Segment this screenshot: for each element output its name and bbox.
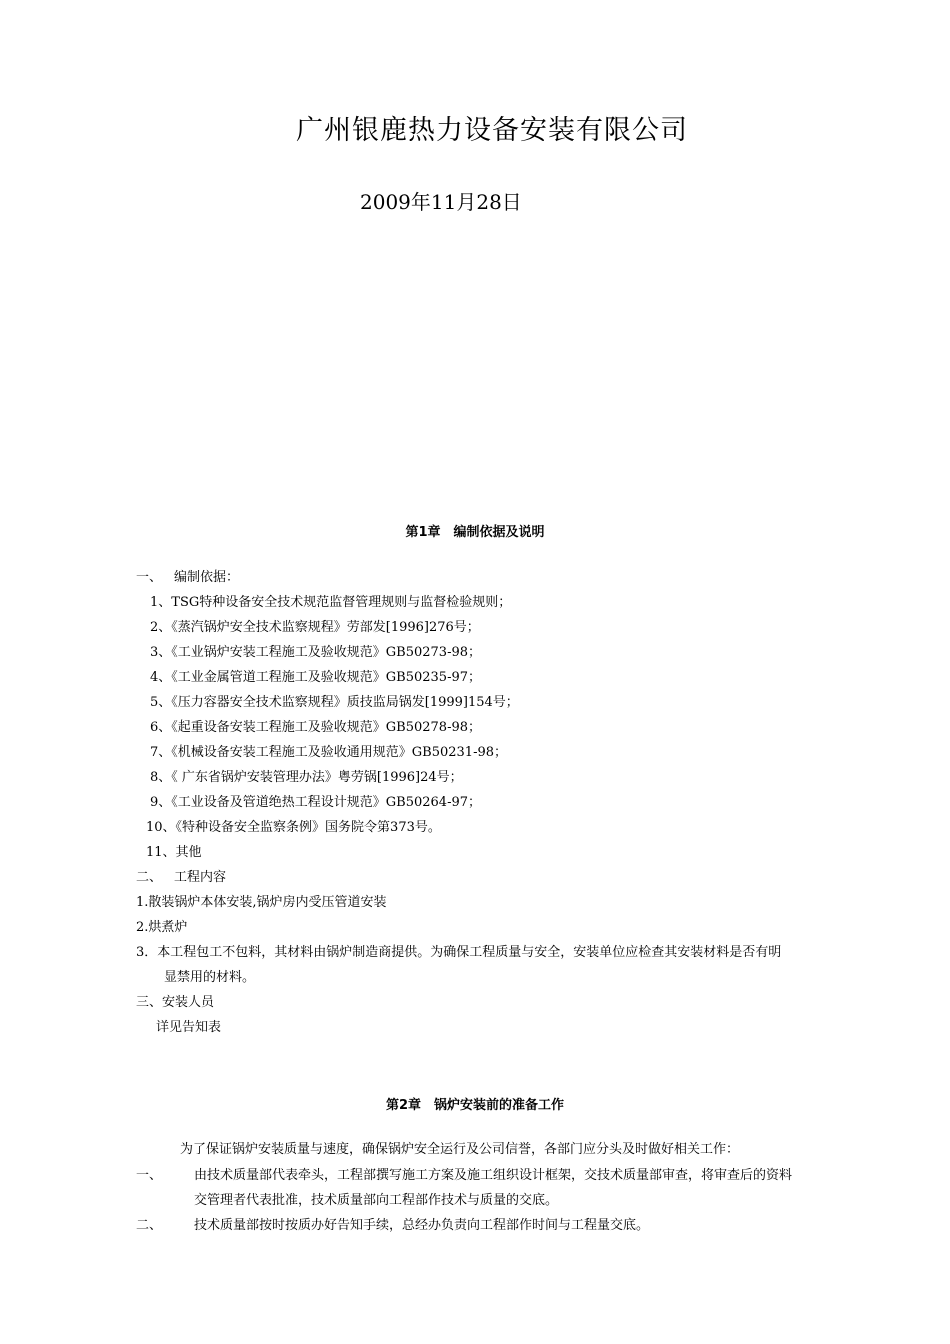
- chapter1-title: 第1章 编制依据及说明: [405, 525, 545, 540]
- scope-item: 2.烘煮炉: [136, 920, 188, 935]
- basis-item: 10、《特种设备安全监察条例》国务院令第373号。: [146, 820, 441, 835]
- basis-item: 6、《起重设备安装工程施工及验收规范》GB50278-98；: [150, 720, 481, 735]
- basis-item: 4、《工业金属管道工程施工及验收规范》GB50235-97；: [150, 670, 481, 685]
- basis-item: 3、《工业锅炉安装工程施工及验收规范》GB50273-98；: [150, 645, 481, 660]
- section3-title: 三、安装人员: [136, 995, 215, 1010]
- cover-date: 2009年11月28日: [360, 190, 522, 214]
- prep-item: 由技术质量部代表牵头，工程部撰写施工方案及施工组织设计框架，交技术质量部审查，将审查后的资料: [194, 1168, 793, 1183]
- chapter2-intro: 为了保证锅炉安装质量与速度，确保锅炉安全运行及公司信誉，各部门应分头及时做好相关工作：: [180, 1142, 740, 1157]
- basis-item: 7、《机械设备安装工程施工及验收通用规范》GB50231-98；: [150, 745, 507, 760]
- basis-item: 8、《 广东省锅炉安装管理办法》粤劳锅[1996]24号；: [150, 770, 463, 785]
- scope-item: 1.散装锅炉本体安装,锅炉房内受压管道安装: [136, 895, 387, 910]
- basis-item: 2、《蒸汽锅炉安全技术监察规程》劳部发[1996]276号；: [150, 620, 480, 635]
- prep-item-marker: 二、: [136, 1218, 163, 1233]
- basis-item: 5、《压力容器安全技术监察规程》质技监局锅发[1999]154号；: [150, 695, 519, 710]
- basis-item: 9、《工业设备及管道绝热工程设计规范》GB50264-97；: [150, 795, 481, 810]
- basis-item: 11、其他: [146, 845, 202, 860]
- section2-title: 工程内容: [174, 870, 227, 885]
- section1-marker: 一、: [136, 570, 163, 585]
- scope-item: 3．本工程包工不包料，其材料由锅炉制造商提供。为确保工程质量与安全，安装单位应检查其安装材料是否有明: [136, 945, 782, 960]
- section3-body: 详见告知表: [156, 1020, 222, 1035]
- section2-marker: 二、: [136, 870, 163, 885]
- company-name: 广州银鹿热力设备安装有限公司: [296, 115, 688, 146]
- basis-item: 1、TSG特种设备安全技术规范监督管理规则与监督检验规则；: [150, 595, 512, 610]
- prep-item-marker: 一、: [136, 1168, 163, 1183]
- prep-item-continued: 交管理者代表批准，技术质量部向工程部作技术与质量的交底。: [194, 1193, 559, 1208]
- prep-item: 技术质量部按时按质办好告知手续，总经办负责向工程部作时间与工程量交底。: [194, 1218, 650, 1233]
- scope-item-continued: 显禁用的材料。: [164, 970, 256, 985]
- section1-title: 编制依据：: [174, 570, 240, 585]
- chapter2-title: 第2章 锅炉安装前的准备工作: [385, 1098, 565, 1113]
